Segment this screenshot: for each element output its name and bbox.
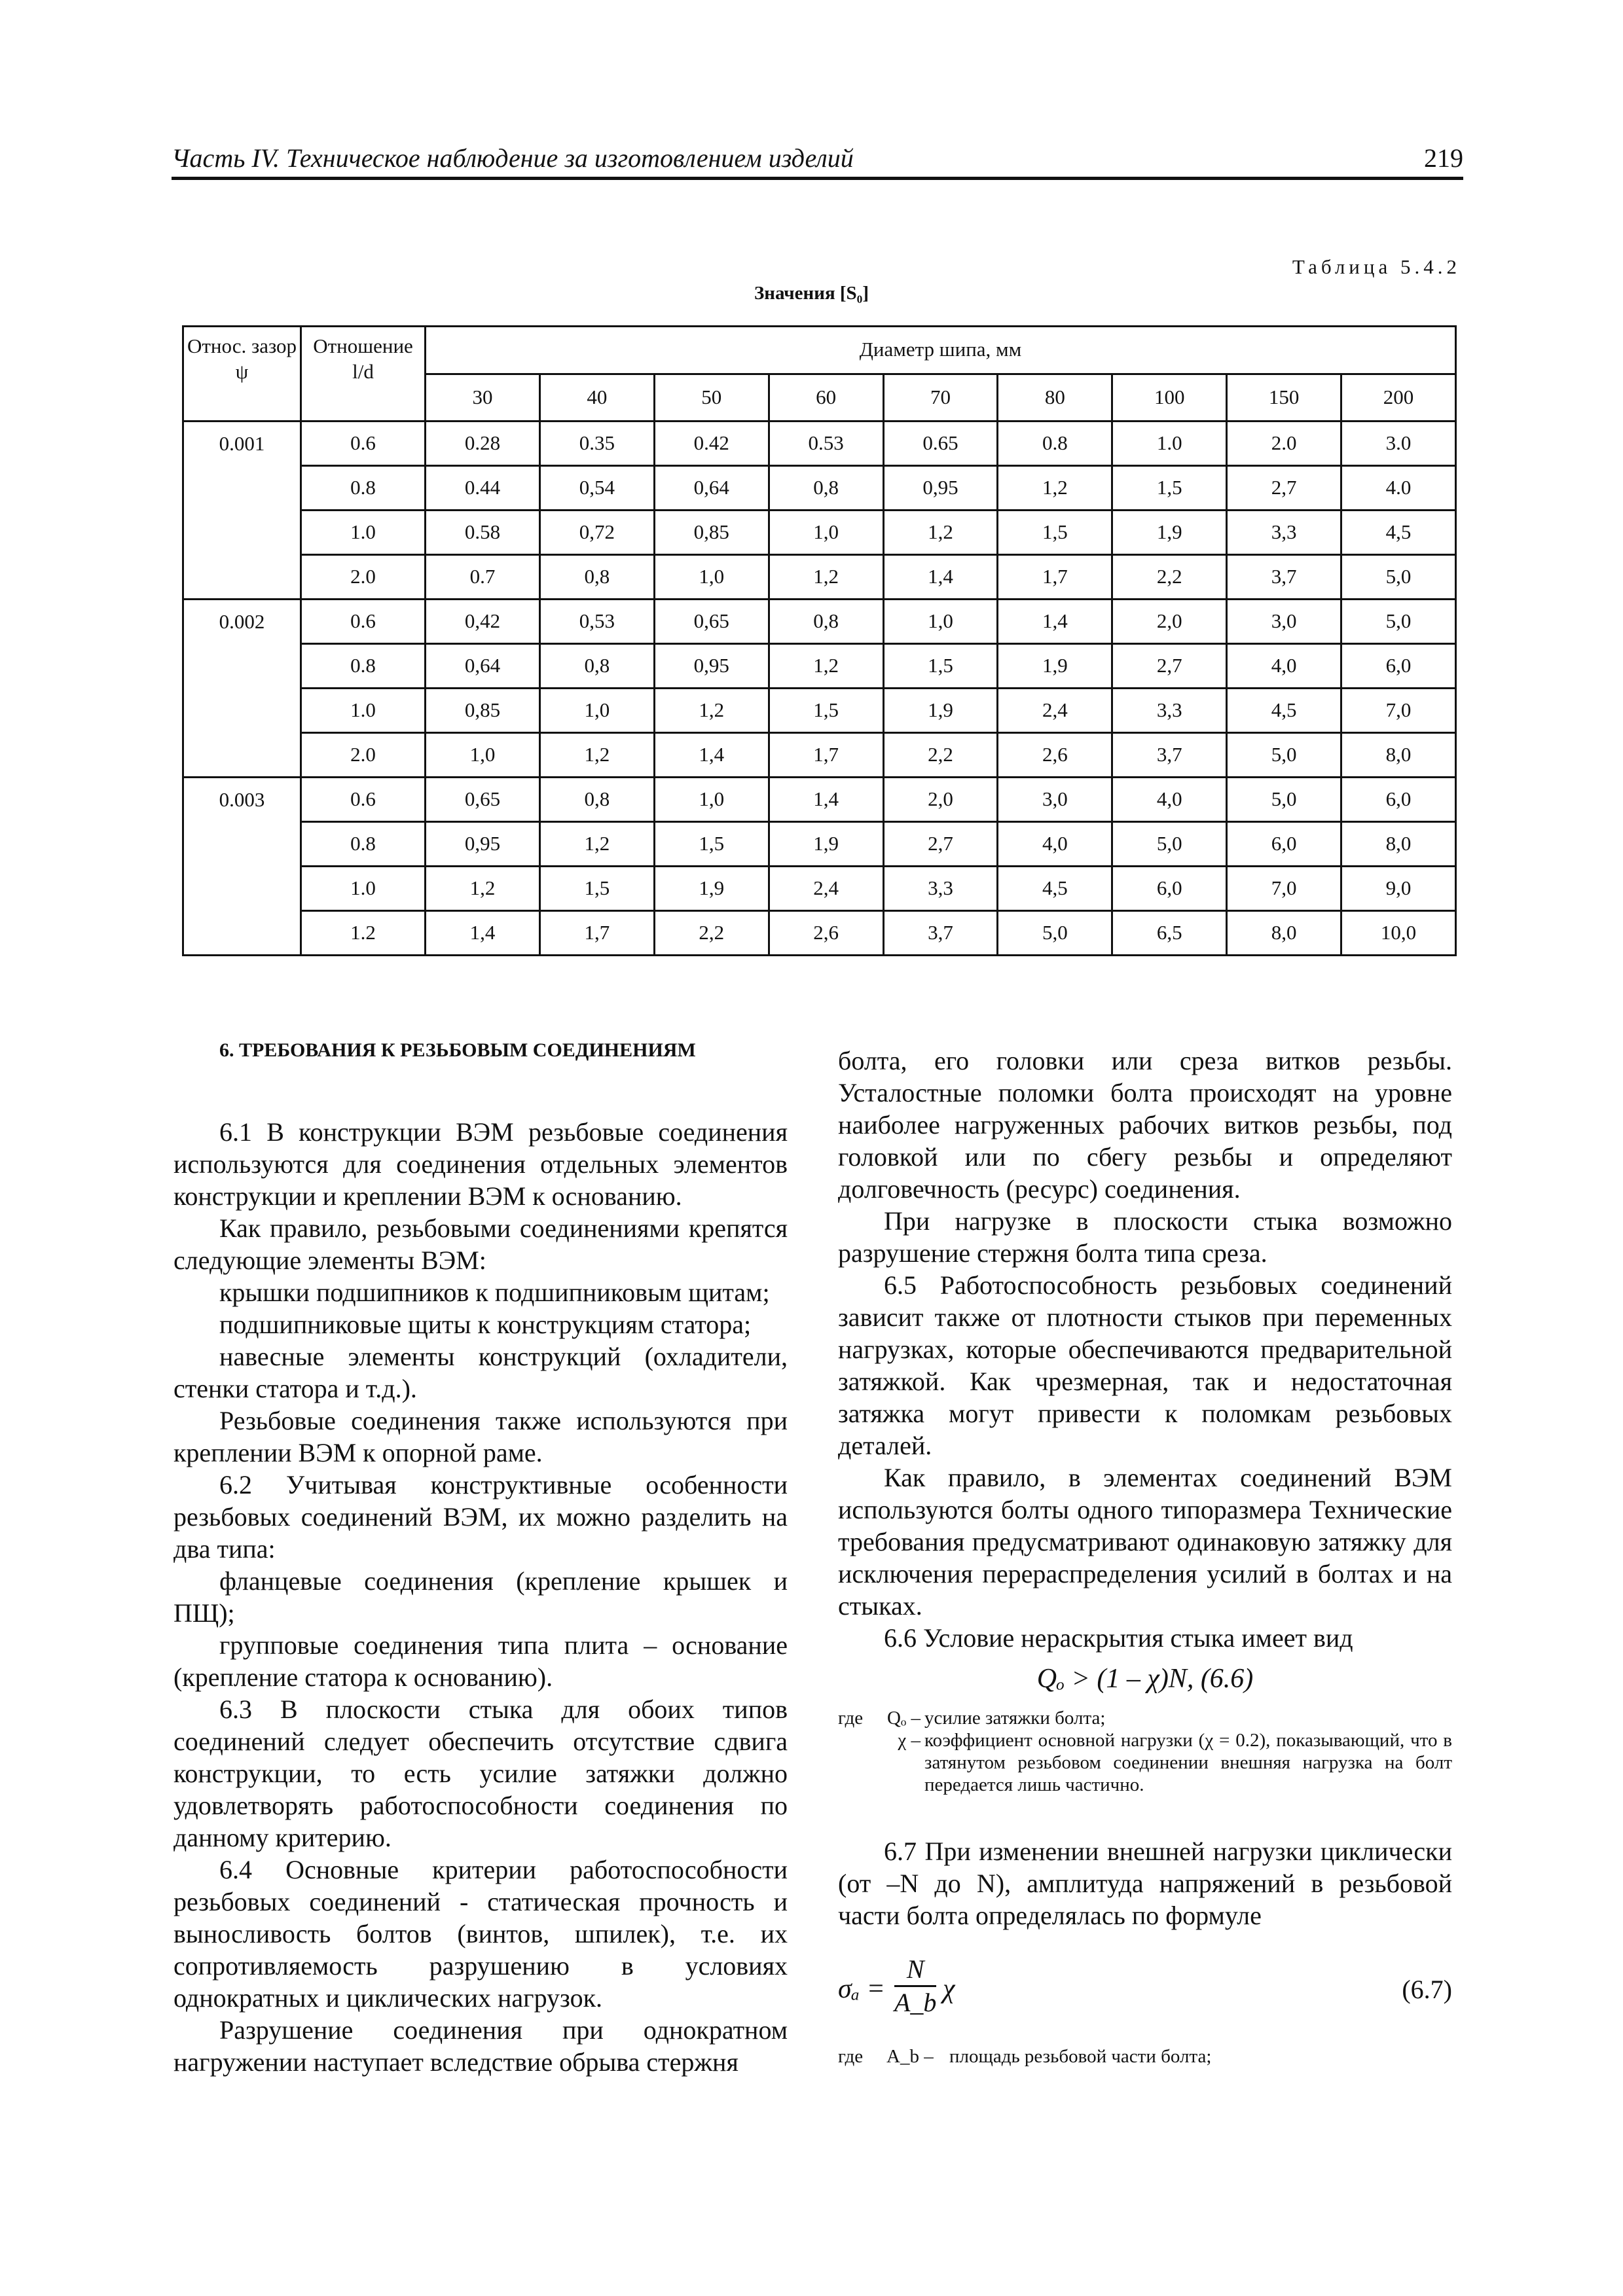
paragraph: 6.3 В плоскости стыка для обоих типов соединений следует обеспечить отсутствие сдвига конструкции, то есть усилие затяжки должно удовлетворять работоспособности соединения по данному критерию. <box>173 1695 788 1852</box>
paragraph: Как правило, резьбовыми соединениями крепятся следующие элементы ВЭМ: <box>173 1213 788 1275</box>
value-cell: 0.53 <box>769 422 883 466</box>
diameter-cell: 200 <box>1341 374 1456 422</box>
table-row <box>183 466 1456 511</box>
value-cell: 0.42 <box>654 422 769 466</box>
ratio-cell: 0.6 <box>301 600 426 644</box>
formula-6-6: Qₒ > (1 – χ)N, (6.6) <box>1036 1664 1254 1694</box>
where-symbol: χ – <box>898 1730 921 1751</box>
value-cell: 1.0 <box>1112 422 1227 466</box>
value-cell: 1,2 <box>539 822 654 867</box>
diameter-cell: 100 <box>1112 374 1227 422</box>
table-title: Значения [S₀] <box>754 283 869 304</box>
value-cell: 4,5 <box>998 867 1112 911</box>
diameter-cell: 70 <box>883 374 998 422</box>
table-row <box>183 733 1456 778</box>
value-cell: 6,0 <box>1341 644 1456 689</box>
clearance-cell: 0.003 <box>183 778 301 956</box>
formula-6-7 <box>838 1954 1452 2032</box>
value-cell: 4,5 <box>1227 689 1341 733</box>
diameter-cell: 150 <box>1227 374 1341 422</box>
value-cell: 9,0 <box>1341 867 1456 911</box>
where-text: коэффициент основной нагрузки (χ = 0.2), показывающий, что в затянутом резьбовом соединении внешняя нагрузка на болт передается лишь частично. <box>924 1730 1452 1795</box>
value-cell: 3,7 <box>1227 555 1341 600</box>
where-lead: где <box>838 1708 864 1729</box>
ratio-cell: 1.0 <box>301 689 426 733</box>
formula-factor: χ <box>943 1974 955 2004</box>
value-cell: 0.58 <box>426 511 540 555</box>
value-cell: 0,42 <box>426 600 540 644</box>
paragraph: навесные элементы конструкций (охладители, стенки статора и т.д.). <box>173 1342 788 1403</box>
value-cell: 1,4 <box>654 733 769 778</box>
right-paragraphs <box>838 1045 1452 1654</box>
where-6-6 <box>838 1707 1452 1796</box>
value-cell: 1,0 <box>539 689 654 733</box>
ratio-cell: 2.0 <box>301 555 426 600</box>
value-cell: 3,0 <box>1227 600 1341 644</box>
value-cell: 8,0 <box>1227 911 1341 956</box>
value-cell: 2,6 <box>769 911 883 956</box>
value-cell: 1,0 <box>654 778 769 822</box>
value-cell: 3,7 <box>883 911 998 956</box>
paragraph-6-7: 6.7 При изменении внешней нагрузки циклически (от –N до N), амплитуда напряжений в резьбовой части болта определялась по формуле <box>838 1837 1452 1930</box>
value-cell: 3,3 <box>1112 689 1227 733</box>
paragraph: болта, его головки или среза витков резьбы. Усталостные поломки болта происходят на уровне наиболее нагруженных рабочих витков резьбы, под головкой или по сбегу резьбы и определяют долговечность (ресурс) соединения. <box>838 1046 1452 1204</box>
value-cell: 1,4 <box>769 778 883 822</box>
value-cell: 4,0 <box>1112 778 1227 822</box>
value-cell: 1,4 <box>883 555 998 600</box>
value-cell: 2,2 <box>654 911 769 956</box>
table-row <box>183 600 1456 644</box>
paragraph: Резьбовые соединения также используются при креплении ВЭМ к опорной раме. <box>173 1406 788 1467</box>
value-cell: 1,7 <box>769 733 883 778</box>
value-cell: 1,2 <box>539 733 654 778</box>
paragraph: 6.5 Работоспособность резьбовых соединений зависит также от плотности стыков при переменных нагрузках, которые обеспечиваются предварительной затяжкой. Как чрезмерная, так и недостаточная затяжка могут привести к поломкам резьбовых деталей. <box>838 1270 1452 1460</box>
value-cell: 1,2 <box>769 644 883 689</box>
value-cell: 1,2 <box>769 555 883 600</box>
value-cell: 0,95 <box>426 822 540 867</box>
where-symbol: Qₒ – <box>886 1708 921 1729</box>
value-cell: 1,9 <box>654 867 769 911</box>
table-row <box>183 911 1456 956</box>
paragraph: фланцевые соединения (крепление крышек и ПЩ); <box>173 1566 788 1628</box>
paragraph: групповые соединения типа плита – основание (крепление статора к основанию). <box>173 1630 788 1692</box>
value-cell: 0,8 <box>539 555 654 600</box>
value-cell: 0,8 <box>539 644 654 689</box>
value-cell: 0,64 <box>426 644 540 689</box>
paragraph: 6.4 Основные критерии работоспособности резьбовых соединений - статическая прочность и выносливость болтов (винтов, шпилек), т.е. их сопротивляемость разрушению в условиях однократных и циклических нагрузок. <box>173 1855 788 2013</box>
value-cell: 1,7 <box>998 555 1112 600</box>
value-cell: 0,65 <box>426 778 540 822</box>
value-cell: 1,2 <box>426 867 540 911</box>
value-cell: 0,53 <box>539 600 654 644</box>
value-cell: 2,6 <box>998 733 1112 778</box>
value-cell: 1,5 <box>998 511 1112 555</box>
value-cell: 1,9 <box>998 644 1112 689</box>
running-title: Часть IV. Техническое наблюдение за изготовлением изделий <box>172 143 854 173</box>
value-cell: 0.44 <box>426 466 540 511</box>
value-cell: 5,0 <box>1227 778 1341 822</box>
paragraph: 6.1 В конструкции ВЭМ резьбовые соединения используются для соединения отдельных элементов конструкции и креплении ВЭМ к основанию. <box>173 1117 788 1211</box>
page-number: 219 <box>1424 143 1463 173</box>
value-cell: 1,5 <box>1112 466 1227 511</box>
value-cell: 2,7 <box>1227 466 1341 511</box>
value-cell: 2,7 <box>1112 644 1227 689</box>
ratio-cell: 1.0 <box>301 867 426 911</box>
value-cell: 0.65 <box>883 422 998 466</box>
diameter-cell: 30 <box>426 374 540 422</box>
value-cell: 1,0 <box>426 733 540 778</box>
table-row <box>183 555 1456 600</box>
values-table <box>182 325 1457 956</box>
table-row <box>183 867 1456 911</box>
diameter-cell: 50 <box>654 374 769 422</box>
table-row <box>183 644 1456 689</box>
value-cell: 5,0 <box>1112 822 1227 867</box>
value-cell: 1,7 <box>539 911 654 956</box>
value-cell: 6,0 <box>1112 867 1227 911</box>
paragraph: Разрушение соединения при однократном нагружении наступает вследствие обрыва стержня <box>173 2015 788 2077</box>
table-row <box>183 511 1456 555</box>
paragraph: 6.6 Условие нераскрытия стыка имеет вид <box>884 1623 1353 1653</box>
value-cell: 5,0 <box>1341 555 1456 600</box>
value-cell: 0,95 <box>654 644 769 689</box>
left-paragraphs <box>173 1116 788 2078</box>
value-cell: 0,65 <box>654 600 769 644</box>
value-cell: 6,5 <box>1112 911 1227 956</box>
value-cell: 1,2 <box>998 466 1112 511</box>
where-symbol: A_b – <box>886 2046 934 2067</box>
value-cell: 0.28 <box>426 422 540 466</box>
ratio-cell: 0.6 <box>301 422 426 466</box>
value-cell: 0.7 <box>426 555 540 600</box>
value-cell: 5,0 <box>1341 600 1456 644</box>
diameter-cell: 40 <box>539 374 654 422</box>
value-cell: 0,8 <box>769 600 883 644</box>
ratio-cell: 0.6 <box>301 778 426 822</box>
where-lead: где <box>838 2046 864 2067</box>
value-cell: 0.8 <box>998 422 1112 466</box>
value-cell: 1,4 <box>426 911 540 956</box>
value-cell: 1,5 <box>539 867 654 911</box>
table-row <box>183 422 1456 466</box>
value-cell: 2,4 <box>769 867 883 911</box>
value-cell: 3,3 <box>1227 511 1341 555</box>
value-cell: 6,0 <box>1341 778 1456 822</box>
value-cell: 0,85 <box>654 511 769 555</box>
header-rule <box>172 177 1463 180</box>
paragraph: При нагрузке в плоскости стыка возможно разрушение стержня болта типа среза. <box>838 1206 1452 1268</box>
ratio-cell: 0.8 <box>301 644 426 689</box>
ratio-cell: 0.8 <box>301 466 426 511</box>
value-cell: 8,0 <box>1341 733 1456 778</box>
value-cell: 3,0 <box>998 778 1112 822</box>
table-body <box>183 422 1456 956</box>
table-row <box>183 778 1456 822</box>
value-cell: 1,5 <box>654 822 769 867</box>
diameter-cell: 60 <box>769 374 883 422</box>
value-cell: 1,5 <box>769 689 883 733</box>
header-ratio: Отношение l/d <box>301 327 426 422</box>
ratio-cell: 2.0 <box>301 733 426 778</box>
value-cell: 4,0 <box>998 822 1112 867</box>
table-row <box>183 822 1456 867</box>
table-caption: Таблица 5.4.2 <box>1292 255 1461 278</box>
header-clearance: Относ. зазор ψ <box>183 327 301 422</box>
ratio-cell: 1.0 <box>301 511 426 555</box>
value-cell: 4,5 <box>1341 511 1456 555</box>
value-cell: 1,2 <box>883 511 998 555</box>
value-cell: 1,2 <box>654 689 769 733</box>
value-cell: 2,0 <box>883 778 998 822</box>
ratio-cell: 0.8 <box>301 822 426 867</box>
paragraph: подшипниковые щиты к конструкциям статора; <box>219 1310 752 1339</box>
diameter-cell: 80 <box>998 374 1112 422</box>
formula-number: (6.7) <box>1402 1975 1452 2004</box>
value-cell: 0,85 <box>426 689 540 733</box>
left-column <box>173 1034 788 2078</box>
value-cell: 10,0 <box>1341 911 1456 956</box>
value-cell: 1,4 <box>998 600 1112 644</box>
value-cell: 1,9 <box>1112 511 1227 555</box>
value-cell: 5,0 <box>1227 733 1341 778</box>
value-cell: 8,0 <box>1341 822 1456 867</box>
value-cell: 0,72 <box>539 511 654 555</box>
value-cell: 2,2 <box>1112 555 1227 600</box>
value-cell: 1,9 <box>883 689 998 733</box>
header-diameter: Диаметр шипа, мм <box>426 327 1456 374</box>
formula-fraction <box>894 1954 936 2018</box>
value-cell: 1,0 <box>654 555 769 600</box>
value-cell: 2,2 <box>883 733 998 778</box>
value-cell: 0,64 <box>654 466 769 511</box>
where-text: усилие затяжки болта; <box>924 1708 1106 1729</box>
value-cell: 3,3 <box>883 867 998 911</box>
value-cell: 0,54 <box>539 466 654 511</box>
fraction-denominator: A_b <box>894 1988 937 2017</box>
value-cell: 3.0 <box>1341 422 1456 466</box>
value-cell: 4.0 <box>1341 466 1456 511</box>
value-cell: 2,4 <box>998 689 1112 733</box>
value-cell: 1,0 <box>883 600 998 644</box>
value-cell: 1,0 <box>769 511 883 555</box>
formula-lhs: σₐ = <box>838 1974 885 2004</box>
clearance-cell: 0.001 <box>183 422 301 600</box>
value-cell: 1,9 <box>769 822 883 867</box>
value-cell: 0,8 <box>769 466 883 511</box>
value-cell: 5,0 <box>998 911 1112 956</box>
value-cell: 0.35 <box>539 422 654 466</box>
paragraph: Как правило, в элементах соединений ВЭМ используются болты одного типоразмера Технические требования предусматривают одинаковую затяжку для исключения перераспределения усилий в болтах и на стыках. <box>838 1463 1452 1621</box>
section-heading: 6. ТРЕБОВАНИЯ К РЕЗЬБОВЫМ СОЕДИНЕНИЯМ <box>219 1039 696 1061</box>
fraction-numerator: N <box>894 1954 936 1987</box>
table-row <box>183 689 1456 733</box>
value-cell: 7,0 <box>1341 689 1456 733</box>
value-cell: 6,0 <box>1227 822 1341 867</box>
value-cell: 1,5 <box>883 644 998 689</box>
value-cell: 0,95 <box>883 466 998 511</box>
value-cell: 2.0 <box>1227 422 1341 466</box>
value-cell: 3,7 <box>1112 733 1227 778</box>
where-6-7 <box>838 2045 1452 2068</box>
where-text: площадь резьбовой части болта; <box>949 2046 1212 2067</box>
value-cell: 0,8 <box>539 778 654 822</box>
right-column <box>838 1045 1452 2107</box>
value-cell: 2,7 <box>883 822 998 867</box>
paragraph: 6.2 Учитывая конструктивные особенности резьбовых соединений ВЭМ, их можно разделить на два типа: <box>173 1470 788 1564</box>
clearance-cell: 0.002 <box>183 600 301 778</box>
value-cell: 2,0 <box>1112 600 1227 644</box>
value-cell: 4,0 <box>1227 644 1341 689</box>
value-cell: 7,0 <box>1227 867 1341 911</box>
ratio-cell: 1.2 <box>301 911 426 956</box>
paragraph: крышки подшипников к подшипниковым щитам; <box>219 1278 770 1307</box>
